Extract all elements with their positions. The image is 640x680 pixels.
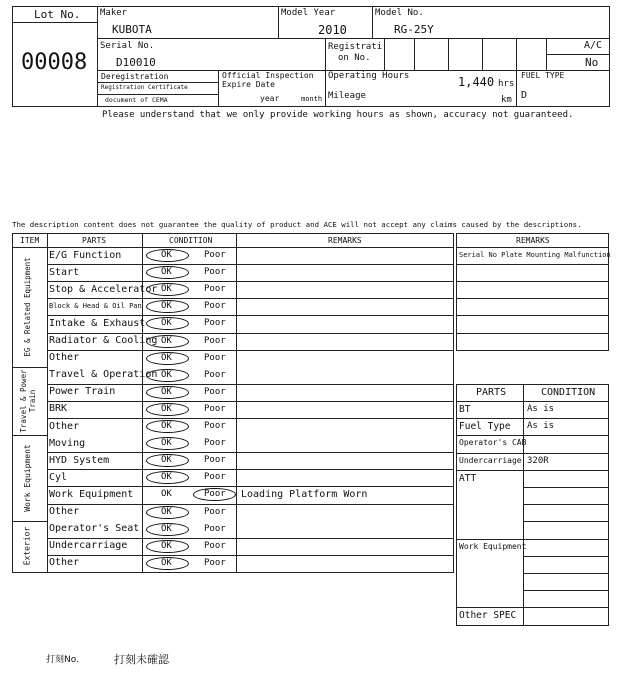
part-name: Operator's Seat (49, 523, 140, 535)
hours-disclaimer: Please understand that we only provide working hours as shown, accuracy not guaranteed. (102, 110, 574, 120)
part-name: E/G Function (49, 249, 122, 261)
ok-option[interactable]: OK (161, 386, 172, 397)
serial-value: D10010 (116, 56, 156, 69)
part-name: Other (49, 506, 80, 517)
part-name: Radiator & Cooling (49, 335, 158, 346)
registration-label-2: on No. (338, 53, 371, 63)
ok-selected-circle (146, 369, 189, 382)
parts-row-part: Undercarriage (459, 455, 522, 465)
fuel-type-value: D (521, 90, 528, 101)
parts-row-part: Work Equipment (459, 541, 527, 551)
poor-option[interactable]: Poor (204, 403, 226, 414)
col-parts: PARTS (82, 236, 107, 245)
registration-certificate-label: Registration Certificate (101, 84, 188, 91)
ok-option[interactable]: OK (161, 369, 172, 380)
ac-value: No (585, 56, 599, 69)
maker-value: KUBOTA (112, 23, 152, 36)
ok-option[interactable]: OK (161, 540, 172, 551)
ok-option[interactable]: OK (161, 403, 172, 414)
poor-option[interactable]: Poor (204, 386, 226, 397)
ok-selected-circle (146, 540, 189, 553)
fuel-type-label: FUEL TYPE (521, 71, 565, 80)
part-name: Other (49, 557, 80, 569)
poor-option[interactable]: Poor (204, 250, 226, 260)
poor-option[interactable]: Poor (204, 540, 226, 551)
poor-option[interactable]: Poor (204, 335, 226, 346)
col-item: ITEM (20, 236, 40, 245)
col-condition: CONDITION (169, 236, 213, 245)
parts-col-header: PARTS (476, 387, 507, 398)
poor-option[interactable]: Poor (204, 523, 226, 534)
cema-label: document of CEMA (105, 96, 168, 104)
model-no-value: RG-25Y (394, 23, 434, 36)
ok-option[interactable]: OK (161, 506, 172, 517)
description-disclaimer: The description content does not guarantee the quality of product and ACE will not accept any claims caused by the descriptions. (12, 220, 582, 229)
operating-hours-value: 1,440 (458, 75, 495, 89)
group-label: EG & Related Equipment (23, 257, 32, 357)
deregistration-label: Deregistration (101, 72, 169, 81)
ok-selected-circle (146, 352, 189, 365)
poor-option[interactable]: Poor (204, 472, 226, 483)
ok-selected-circle (146, 300, 189, 313)
parts-row-part: Operator's CAB (459, 438, 527, 448)
inspection-label: Official Inspection (222, 71, 314, 80)
parts-row-part: ATT (459, 472, 477, 484)
ok-option[interactable]: OK (161, 472, 172, 483)
ok-option[interactable]: OK (161, 455, 172, 466)
part-name: Block & Head & Oil Pan (49, 302, 142, 311)
part-name: Work Equipment (49, 488, 134, 500)
ok-option[interactable]: OK (161, 489, 172, 500)
model-year-label: Model Year (281, 8, 336, 18)
ok-option[interactable]: OK (161, 438, 172, 449)
remark-text: Loading Platform Worn (241, 489, 368, 501)
poor-option[interactable]: Poor (204, 455, 226, 466)
stamp-value: 打刻未確認 (114, 653, 169, 666)
poor-option[interactable]: Poor (204, 301, 226, 312)
ok-option[interactable]: OK (161, 267, 172, 278)
ok-option[interactable]: OK (161, 250, 172, 260)
inspection-label-2: Expire Date (222, 80, 275, 89)
km-label: km (501, 95, 512, 105)
ok-option[interactable]: OK (161, 523, 172, 534)
mileage-label: Mileage (328, 91, 366, 101)
maker-label: Maker (100, 8, 128, 18)
part-name: HYD System (49, 454, 110, 466)
parts-row-part: Fuel Type (459, 421, 511, 433)
poor-option[interactable]: Poor (204, 506, 226, 517)
remarks-title: REMARKS (516, 236, 550, 245)
ok-option[interactable]: OK (161, 318, 172, 329)
poor-option[interactable]: Poor (204, 318, 226, 329)
group-label: Work Equipment (23, 444, 32, 512)
parts-row-condition: 320R (527, 455, 549, 466)
parts-row-condition: As is (527, 404, 555, 414)
part-name: Power Train (49, 386, 116, 398)
poor-option[interactable]: Poor (204, 352, 226, 363)
ok-selected-circle (146, 266, 189, 279)
parts-row-part: BT (459, 404, 471, 415)
ok-option[interactable]: OK (161, 352, 172, 363)
poor-option[interactable]: Poor (204, 557, 226, 568)
ok-selected-circle (146, 437, 189, 450)
part-name: Stop & Accelerator (49, 283, 158, 295)
lot-number: 00008 (21, 50, 88, 75)
hrs-label: hrs (498, 79, 515, 89)
month-label: month (301, 95, 323, 103)
ok-selected-circle (146, 506, 189, 519)
year-label: year (260, 94, 280, 103)
part-name: BRK (49, 403, 68, 415)
ok-selected-circle (146, 454, 189, 467)
registration-label: Registrati (328, 42, 383, 52)
stamp-label: 打刻No. (46, 655, 79, 665)
part-name: Moving (49, 437, 86, 449)
ok-option[interactable]: OK (161, 284, 172, 295)
part-name: Intake & Exhaust (49, 317, 146, 329)
part-name: Travel & Operation (49, 369, 158, 381)
poor-selected-circle (193, 488, 236, 501)
ok-selected-circle (146, 317, 189, 330)
serial-label: Serial No. (100, 41, 155, 51)
ok-selected-circle (146, 557, 189, 570)
condition-col-header: CONDITION (541, 387, 596, 398)
poor-option[interactable]: Poor (204, 284, 226, 295)
poor-option[interactable]: Poor (204, 438, 226, 449)
remark-row: Serial No Plate Mounting Malfunction (459, 251, 611, 259)
poor-option[interactable]: Poor (204, 421, 226, 431)
ok-selected-circle (146, 249, 189, 262)
group-label: Exterior (22, 526, 32, 566)
col-remarks: REMARKS (328, 236, 362, 245)
poor-option[interactable]: Poor (204, 489, 226, 500)
ok-selected-circle (146, 420, 189, 433)
poor-option[interactable]: Poor (204, 369, 226, 380)
ok-selected-circle (146, 386, 189, 399)
part-name: Other (49, 420, 80, 432)
group-label: Travel & Power Train (19, 369, 38, 433)
parts-row-condition: As is (527, 421, 555, 432)
poor-option[interactable]: Poor (204, 267, 226, 278)
ok-option[interactable]: OK (161, 335, 172, 346)
part-name: Undercarriage (49, 540, 128, 552)
part-name: Other (49, 352, 80, 364)
model-year-value: 2010 (318, 23, 347, 37)
ok-selected-circle (146, 403, 189, 416)
ok-selected-circle (146, 471, 189, 484)
ok-option[interactable]: OK (161, 421, 172, 431)
ok-option[interactable]: OK (161, 301, 172, 312)
operating-hours-label: Operating Hours (328, 71, 410, 81)
model-no-label: Model No. (375, 8, 424, 18)
ok-selected-circle (146, 283, 189, 296)
part-name: Start (49, 266, 80, 278)
ok-selected-circle (146, 523, 189, 536)
part-name: Cyl (49, 471, 68, 483)
ok-selected-circle (146, 335, 189, 348)
lot-label: Lot No. (34, 8, 81, 21)
ok-option[interactable]: OK (161, 557, 172, 568)
parts-row-part: Other SPEC (459, 610, 517, 622)
ac-label: A/C (584, 40, 603, 51)
